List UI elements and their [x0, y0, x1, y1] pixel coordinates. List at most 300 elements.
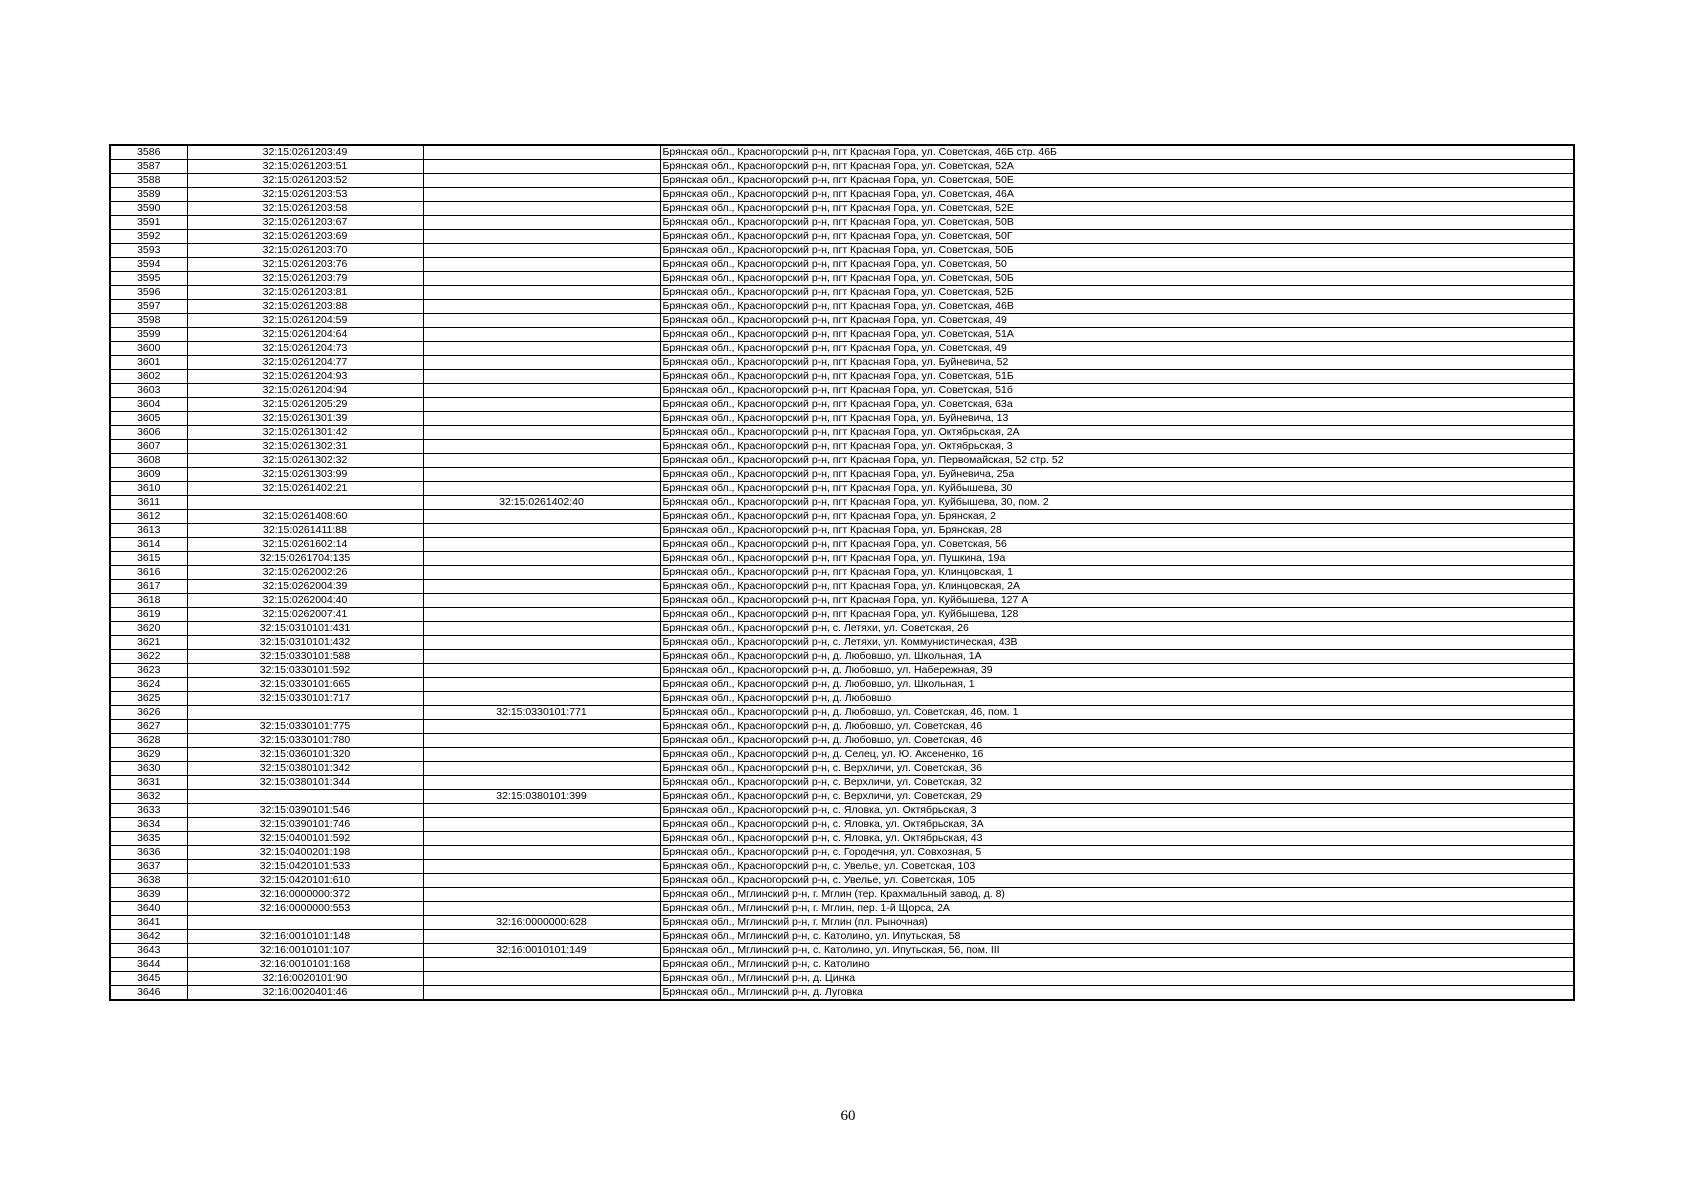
table-row — [110, 776, 1574, 790]
table-row — [110, 608, 1574, 622]
row-number-cell: 3636 — [110, 846, 187, 860]
premises-cadastral-number-cell — [423, 902, 660, 916]
premises-cadastral-number-cell: 32:16:0010101:149 — [423, 944, 660, 958]
table-row — [110, 650, 1574, 664]
cadastral-number-cell: 32:15:0261302:32 — [187, 454, 423, 468]
row-number-cell: 3616 — [110, 566, 187, 580]
table-row — [110, 384, 1574, 398]
table-row — [110, 454, 1574, 468]
address-cell: Брянская обл., Красногорский р-н, пгт Красная Гора, ул. Первомайская, 52 стр. 52 — [660, 454, 1574, 468]
premises-cadastral-number-cell — [423, 328, 660, 342]
row-number-cell: 3612 — [110, 510, 187, 524]
cadastral-number-cell: 32:15:0420101:533 — [187, 860, 423, 874]
premises-cadastral-number-cell — [423, 678, 660, 692]
row-number-cell: 3629 — [110, 748, 187, 762]
address-cell: Брянская обл., Красногорский р-н, с. Увелье, ул. Советская, 103 — [660, 860, 1574, 874]
cadastral-number-cell: 32:15:0262002:26 — [187, 566, 423, 580]
cadastral-number-cell: 32:15:0261704:135 — [187, 552, 423, 566]
row-number-cell: 3593 — [110, 244, 187, 258]
table-row — [110, 706, 1574, 720]
table-row — [110, 468, 1574, 482]
address-cell: Брянская обл., Красногорский р-н, пгт Красная Гора, ул. Октябрьская, 2А — [660, 426, 1574, 440]
table-row — [110, 734, 1574, 748]
address-cell: Брянская обл., Красногорский р-н, пгт Красная Гора, ул. Советская, 49 — [660, 342, 1574, 356]
premises-cadastral-number-cell — [423, 524, 660, 538]
address-cell: Брянская обл., Красногорский р-н, пгт Красная Гора, ул. Советская, 50Б — [660, 272, 1574, 286]
premises-cadastral-number-cell — [423, 608, 660, 622]
cadastral-number-cell: 32:15:0330101:588 — [187, 650, 423, 664]
row-number-cell: 3634 — [110, 818, 187, 832]
premises-cadastral-number-cell — [423, 174, 660, 188]
table-row — [110, 174, 1574, 188]
address-cell: Брянская обл., Красногорский р-н, пгт Красная Гора, ул. Советская, 63а — [660, 398, 1574, 412]
row-number-cell: 3631 — [110, 776, 187, 790]
table-row — [110, 496, 1574, 510]
cadastral-number-cell: 32:15:0261408:60 — [187, 510, 423, 524]
premises-cadastral-number-cell — [423, 594, 660, 608]
table-row — [110, 398, 1574, 412]
cadastral-number-cell: 32:15:0310101:432 — [187, 636, 423, 650]
premises-cadastral-number-cell — [423, 832, 660, 846]
table-row — [110, 370, 1574, 384]
row-number-cell: 3607 — [110, 440, 187, 454]
table-row — [110, 482, 1574, 496]
address-cell: Брянская обл., Красногорский р-н, пгт Красная Гора, ул. Советская, 52Е — [660, 202, 1574, 216]
table-row — [110, 412, 1574, 426]
address-cell: Брянская обл., Красногорский р-н, пгт Красная Гора, ул. Пушкина, 19а — [660, 552, 1574, 566]
premises-cadastral-number-cell — [423, 958, 660, 972]
row-number-cell: 3586 — [110, 145, 187, 160]
table-row — [110, 552, 1574, 566]
address-cell: Брянская обл., Красногорский р-н, пгт Красная Гора, ул. Клинцовская, 2А — [660, 580, 1574, 594]
address-cell: Брянская обл., Красногорский р-н, пгт Красная Гора, ул. Советская, 50 — [660, 258, 1574, 272]
cadastral-number-cell: 32:15:0310101:431 — [187, 622, 423, 636]
table-row — [110, 510, 1574, 524]
table-row — [110, 314, 1574, 328]
address-cell: Брянская обл., Красногорский р-н, пгт Красная Гора, ул. Куйбышева, 30 — [660, 482, 1574, 496]
table-row — [110, 986, 1574, 1001]
premises-cadastral-number-cell — [423, 230, 660, 244]
cadastral-number-cell: 32:16:0010101:148 — [187, 930, 423, 944]
cadastral-number-cell: 32:16:0020101:90 — [187, 972, 423, 986]
cadastral-number-cell: 32:15:0390101:546 — [187, 804, 423, 818]
table-row — [110, 202, 1574, 216]
cadastral-number-cell: 32:15:0420101:610 — [187, 874, 423, 888]
cadastral-number-cell: 32:16:0010101:168 — [187, 958, 423, 972]
cadastral-number-cell — [187, 790, 423, 804]
table-row — [110, 566, 1574, 580]
premises-cadastral-number-cell — [423, 552, 660, 566]
address-cell: Брянская обл., Красногорский р-н, с. Городечня, ул. Совхозная, 5 — [660, 846, 1574, 860]
row-number-cell: 3597 — [110, 300, 187, 314]
row-number-cell: 3635 — [110, 832, 187, 846]
premises-cadastral-number-cell — [423, 286, 660, 300]
cadastral-number-cell: 32:15:0262004:40 — [187, 594, 423, 608]
table-row — [110, 230, 1574, 244]
address-cell: Брянская обл., Красногорский р-н, с. Верхличи, ул. Советская, 29 — [660, 790, 1574, 804]
address-cell: Брянская обл., Красногорский р-н, пгт Красная Гора, ул. Советская, 46В — [660, 300, 1574, 314]
row-number-cell: 3626 — [110, 706, 187, 720]
premises-cadastral-number-cell — [423, 846, 660, 860]
address-cell: Брянская обл., Красногорский р-н, с. Яловка, ул. Октябрьская, 3А — [660, 818, 1574, 832]
premises-cadastral-number-cell — [423, 440, 660, 454]
address-cell: Брянская обл., Красногорский р-н, пгт Красная Гора, ул. Советская, 52А — [660, 160, 1574, 174]
table-row — [110, 762, 1574, 776]
premises-cadastral-number-cell — [423, 636, 660, 650]
table-row — [110, 622, 1574, 636]
row-number-cell: 3603 — [110, 384, 187, 398]
table-row — [110, 594, 1574, 608]
address-cell: Брянская обл., Красногорский р-н, пгт Красная Гора, ул. Куйбышева, 30, пом. 2 — [660, 496, 1574, 510]
row-number-cell: 3623 — [110, 664, 187, 678]
table-row — [110, 902, 1574, 916]
premises-cadastral-number-cell — [423, 258, 660, 272]
address-cell: Брянская обл., Красногорский р-н, пгт Красная Гора, ул. Брянская, 28 — [660, 524, 1574, 538]
premises-cadastral-number-cell — [423, 972, 660, 986]
table-row — [110, 930, 1574, 944]
cadastral-number-cell: 32:15:0261204:73 — [187, 342, 423, 356]
cadastral-number-cell: 32:15:0261205:29 — [187, 398, 423, 412]
table-row — [110, 832, 1574, 846]
table-row — [110, 720, 1574, 734]
row-number-cell: 3594 — [110, 258, 187, 272]
table-row — [110, 818, 1574, 832]
row-number-cell: 3620 — [110, 622, 187, 636]
address-cell: Брянская обл., Красногорский р-н, д. Любовшо, ул. Советская, 46 — [660, 720, 1574, 734]
address-cell: Брянская обл., Красногорский р-н, д. Любовшо, ул. Советская, 46, пом. 1 — [660, 706, 1574, 720]
row-number-cell: 3638 — [110, 874, 187, 888]
address-cell: Брянская обл., Красногорский р-н, с. Летяхи, ул. Советская, 26 — [660, 622, 1574, 636]
cadastral-number-cell: 32:15:0261203:70 — [187, 244, 423, 258]
cadastral-number-cell: 32:15:0330101:717 — [187, 692, 423, 706]
cadastral-number-cell: 32:16:0010101:107 — [187, 944, 423, 958]
table-row — [110, 188, 1574, 202]
premises-cadastral-number-cell — [423, 300, 660, 314]
premises-cadastral-number-cell — [423, 216, 660, 230]
address-cell: Брянская обл., Красногорский р-н, пгт Красная Гора, ул. Брянская, 2 — [660, 510, 1574, 524]
cadastral-number-cell: 32:15:0261204:93 — [187, 370, 423, 384]
cadastral-number-cell: 32:15:0261203:51 — [187, 160, 423, 174]
row-number-cell: 3605 — [110, 412, 187, 426]
address-cell: Брянская обл., Красногорский р-н, пгт Красная Гора, ул. Советская, 51Б — [660, 370, 1574, 384]
address-cell: Брянская обл., Красногорский р-н, с. Верхличи, ул. Советская, 32 — [660, 776, 1574, 790]
premises-cadastral-number-cell — [423, 454, 660, 468]
row-number-cell: 3608 — [110, 454, 187, 468]
premises-cadastral-number-cell — [423, 720, 660, 734]
table-row — [110, 244, 1574, 258]
address-cell: Брянская обл., Мглинский р-н, г. Мглин, пер. 1-й Щорса, 2А — [660, 902, 1574, 916]
row-number-cell: 3643 — [110, 944, 187, 958]
cadastral-number-cell: 32:16:0020401:46 — [187, 986, 423, 1001]
table-row — [110, 426, 1574, 440]
premises-cadastral-number-cell — [423, 650, 660, 664]
cadastral-number-cell: 32:15:0380101:344 — [187, 776, 423, 790]
table-row — [110, 678, 1574, 692]
table-row — [110, 580, 1574, 594]
premises-cadastral-number-cell — [423, 244, 660, 258]
row-number-cell: 3587 — [110, 160, 187, 174]
cadastral-number-cell: 32:15:0261411:88 — [187, 524, 423, 538]
cadastral-number-cell: 32:15:0330101:665 — [187, 678, 423, 692]
row-number-cell: 3599 — [110, 328, 187, 342]
address-cell: Брянская обл., Красногорский р-н, пгт Красная Гора, ул. Октябрьская, 3 — [660, 440, 1574, 454]
cadastral-number-cell: 32:16:0000000:553 — [187, 902, 423, 916]
address-cell: Брянская обл., Красногорский р-н, д. Селец, ул. Ю. Аксененко, 16 — [660, 748, 1574, 762]
table-row — [110, 692, 1574, 706]
address-cell: Брянская обл., Красногорский р-н, пгт Красная Гора, ул. Советская, 51б — [660, 384, 1574, 398]
address-cell: Брянская обл., Красногорский р-н, пгт Красная Гора, ул. Буйневича, 25а — [660, 468, 1574, 482]
cadastral-number-cell: 32:15:0261602:14 — [187, 538, 423, 552]
premises-cadastral-number-cell — [423, 566, 660, 580]
premises-cadastral-number-cell — [423, 412, 660, 426]
row-number-cell: 3642 — [110, 930, 187, 944]
cadastral-number-cell: 32:15:0261301:39 — [187, 412, 423, 426]
table-row — [110, 440, 1574, 454]
premises-cadastral-number-cell — [423, 370, 660, 384]
cadastral-number-cell: 32:15:0261203:81 — [187, 286, 423, 300]
row-number-cell: 3646 — [110, 986, 187, 1001]
cadastral-number-cell: 32:15:0261203:52 — [187, 174, 423, 188]
premises-cadastral-number-cell — [423, 860, 660, 874]
row-number-cell: 3604 — [110, 398, 187, 412]
row-number-cell: 3610 — [110, 482, 187, 496]
cadastral-number-cell: 32:15:0261203:49 — [187, 145, 423, 160]
table-row — [110, 748, 1574, 762]
cadastral-number-cell: 32:15:0261204:77 — [187, 356, 423, 370]
address-cell: Брянская обл., Красногорский р-н, с. Яловка, ул. Октябрьская, 43 — [660, 832, 1574, 846]
premises-cadastral-number-cell — [423, 776, 660, 790]
row-number-cell: 3614 — [110, 538, 187, 552]
address-cell: Брянская обл., Красногорский р-н, пгт Красная Гора, ул. Советская, 50Е — [660, 174, 1574, 188]
address-cell: Брянская обл., Красногорский р-н, пгт Красная Гора, ул. Советская, 51А — [660, 328, 1574, 342]
table-row — [110, 145, 1574, 160]
row-number-cell: 3611 — [110, 496, 187, 510]
premises-cadastral-number-cell — [423, 468, 660, 482]
row-number-cell: 3619 — [110, 608, 187, 622]
address-cell: Брянская обл., Красногорский р-н, пгт Красная Гора, ул. Куйбышева, 127 А — [660, 594, 1574, 608]
address-cell: Брянская обл., Красногорский р-н, пгт Красная Гора, ул. Советская, 50В — [660, 216, 1574, 230]
row-number-cell: 3632 — [110, 790, 187, 804]
cadastral-number-cell: 32:15:0261203:58 — [187, 202, 423, 216]
row-number-cell: 3615 — [110, 552, 187, 566]
cadastral-number-cell: 32:15:0390101:746 — [187, 818, 423, 832]
row-number-cell: 3641 — [110, 916, 187, 930]
address-cell: Брянская обл., Красногорский р-н, пгт Красная Гора, ул. Советская, 56 — [660, 538, 1574, 552]
address-cell: Брянская обл., Красногорский р-н, д. Любовшо, ул. Школьная, 1 — [660, 678, 1574, 692]
premises-cadastral-number-cell — [423, 818, 660, 832]
premises-cadastral-number-cell — [423, 426, 660, 440]
row-number-cell: 3618 — [110, 594, 187, 608]
address-cell: Брянская обл., Красногорский р-н, д. Любовшо — [660, 692, 1574, 706]
premises-cadastral-number-cell: 32:15:0380101:399 — [423, 790, 660, 804]
table-row — [110, 160, 1574, 174]
cadastral-number-cell: 32:15:0261203:76 — [187, 258, 423, 272]
address-cell: Брянская обл., Красногорский р-н, пгт Красная Гора, ул. Куйбышева, 128 — [660, 608, 1574, 622]
cadastral-number-cell: 32:15:0261301:42 — [187, 426, 423, 440]
address-cell: Брянская обл., Красногорский р-н, с. Яловка, ул. Октябрьская, 3 — [660, 804, 1574, 818]
address-cell: Брянская обл., Мглинский р-н, д. Луговка — [660, 986, 1574, 1001]
cadastral-number-cell: 32:15:0261204:64 — [187, 328, 423, 342]
table-row — [110, 342, 1574, 356]
table-row — [110, 916, 1574, 930]
table-row — [110, 286, 1574, 300]
premises-cadastral-number-cell — [423, 664, 660, 678]
address-cell: Брянская обл., Красногорский р-н, д. Любовшо, ул. Советская, 46 — [660, 734, 1574, 748]
table-row — [110, 216, 1574, 230]
row-number-cell: 3589 — [110, 188, 187, 202]
cadastral-number-cell: 32:15:0261203:69 — [187, 230, 423, 244]
table-row — [110, 300, 1574, 314]
cadastral-number-cell: 32:15:0261204:59 — [187, 314, 423, 328]
table-row — [110, 524, 1574, 538]
row-number-cell: 3609 — [110, 468, 187, 482]
row-number-cell: 3613 — [110, 524, 187, 538]
table-row — [110, 272, 1574, 286]
cadastral-number-cell: 32:15:0330101:592 — [187, 664, 423, 678]
cadastral-number-cell: 32:15:0400201:198 — [187, 846, 423, 860]
row-number-cell: 3630 — [110, 762, 187, 776]
premises-cadastral-number-cell — [423, 188, 660, 202]
premises-cadastral-number-cell — [423, 356, 660, 370]
table-row — [110, 958, 1574, 972]
premises-cadastral-number-cell — [423, 145, 660, 160]
cadastral-number-cell — [187, 496, 423, 510]
premises-cadastral-number-cell — [423, 692, 660, 706]
row-number-cell: 3628 — [110, 734, 187, 748]
address-cell: Брянская обл., Мглинский р-н, г. Мглин (пл. Рыночная) — [660, 916, 1574, 930]
address-cell: Брянская обл., Красногорский р-н, пгт Красная Гора, ул. Советская, 46А — [660, 188, 1574, 202]
table-row — [110, 888, 1574, 902]
address-cell: Брянская обл., Красногорский р-н, пгт Красная Гора, ул. Советская, 46Б стр. 46Б — [660, 145, 1574, 160]
row-number-cell: 3625 — [110, 692, 187, 706]
cadastral-number-cell: 32:15:0400101:592 — [187, 832, 423, 846]
cadastral-number-cell: 32:16:0000000:372 — [187, 888, 423, 902]
premises-cadastral-number-cell — [423, 986, 660, 1001]
premises-cadastral-number-cell: 32:15:0330101:771 — [423, 706, 660, 720]
premises-cadastral-number-cell — [423, 314, 660, 328]
table-row — [110, 944, 1574, 958]
cadastral-number-cell: 32:15:0330101:775 — [187, 720, 423, 734]
cadastral-number-cell: 32:15:0261203:53 — [187, 188, 423, 202]
table-row — [110, 972, 1574, 986]
table-row — [110, 874, 1574, 888]
table-row — [110, 804, 1574, 818]
row-number-cell: 3596 — [110, 286, 187, 300]
address-cell: Брянская обл., Красногорский р-н, пгт Красная Гора, ул. Советская, 50Б — [660, 244, 1574, 258]
premises-cadastral-number-cell — [423, 202, 660, 216]
premises-cadastral-number-cell — [423, 384, 660, 398]
premises-cadastral-number-cell — [423, 160, 660, 174]
cadastral-number-cell — [187, 706, 423, 720]
table-row — [110, 860, 1574, 874]
premises-cadastral-number-cell — [423, 398, 660, 412]
address-cell: Брянская обл., Красногорский р-н, с. Увелье, ул. Советская, 105 — [660, 874, 1574, 888]
premises-cadastral-number-cell — [423, 482, 660, 496]
row-number-cell: 3624 — [110, 678, 187, 692]
cadastral-number-cell: 32:15:0262004:39 — [187, 580, 423, 594]
premises-cadastral-number-cell: 32:16:0000000:628 — [423, 916, 660, 930]
table-row — [110, 664, 1574, 678]
table-row — [110, 846, 1574, 860]
premises-cadastral-number-cell — [423, 510, 660, 524]
address-cell: Брянская обл., Красногорский р-н, пгт Красная Гора, ул. Советская, 52Б — [660, 286, 1574, 300]
premises-cadastral-number-cell — [423, 622, 660, 636]
premises-cadastral-number-cell — [423, 762, 660, 776]
cadastral-number-cell: 32:15:0261302:31 — [187, 440, 423, 454]
table-row — [110, 538, 1574, 552]
table-row — [110, 356, 1574, 370]
address-cell: Брянская обл., Красногорский р-н, д. Любовшо, ул. Школьная, 1А — [660, 650, 1574, 664]
address-cell: Брянская обл., Красногорский р-н, с. Верхличи, ул. Советская, 36 — [660, 762, 1574, 776]
address-cell: Брянская обл., Красногорский р-н, пгт Красная Гора, ул. Советская, 49 — [660, 314, 1574, 328]
address-cell: Брянская обл., Красногорский р-н, д. Любовшо, ул. Набережная, 39 — [660, 664, 1574, 678]
address-cell: Брянская обл., Красногорский р-н, пгт Красная Гора, ул. Советская, 50Г — [660, 230, 1574, 244]
address-cell: Брянская обл., Мглинский р-н, с. Католино — [660, 958, 1574, 972]
table-row — [110, 328, 1574, 342]
row-number-cell: 3622 — [110, 650, 187, 664]
row-number-cell: 3617 — [110, 580, 187, 594]
premises-cadastral-number-cell — [423, 538, 660, 552]
address-cell: Брянская обл., Мглинский р-н, с. Католино, ул. Ипутьская, 58 — [660, 930, 1574, 944]
row-number-cell: 3637 — [110, 860, 187, 874]
cadastral-number-cell: 32:15:0330101:780 — [187, 734, 423, 748]
address-cell: Брянская обл., Красногорский р-н, с. Летяхи, ул. Коммунистическая, 43В — [660, 636, 1574, 650]
row-number-cell: 3633 — [110, 804, 187, 818]
cadastral-number-cell: 32:15:0261203:79 — [187, 272, 423, 286]
table-row — [110, 636, 1574, 650]
premises-cadastral-number-cell — [423, 580, 660, 594]
table-row — [110, 258, 1574, 272]
address-cell: Брянская обл., Мглинский р-н, д. Цинка — [660, 972, 1574, 986]
row-number-cell: 3606 — [110, 426, 187, 440]
cadastral-number-cell: 32:15:0261402:21 — [187, 482, 423, 496]
cadastral-number-cell — [187, 916, 423, 930]
row-number-cell: 3645 — [110, 972, 187, 986]
row-number-cell: 3627 — [110, 720, 187, 734]
row-number-cell: 3601 — [110, 356, 187, 370]
cadastral-number-cell: 32:15:0380101:342 — [187, 762, 423, 776]
cadastral-number-cell: 32:15:0261303:99 — [187, 468, 423, 482]
cadastral-number-cell: 32:15:0261203:67 — [187, 216, 423, 230]
address-cell: Брянская обл., Красногорский р-н, пгт Красная Гора, ул. Клинцовская, 1 — [660, 566, 1574, 580]
premises-cadastral-number-cell — [423, 874, 660, 888]
address-cell: Брянская обл., Мглинский р-н, с. Католино, ул. Ипутьская, 56, пом. III — [660, 944, 1574, 958]
address-cell: Брянская обл., Красногорский р-н, пгт Красная Гора, ул. Буйневича, 13 — [660, 412, 1574, 426]
page-number: 60 — [840, 1108, 856, 1124]
cadastral-number-cell: 32:15:0360101:320 — [187, 748, 423, 762]
row-number-cell: 3591 — [110, 216, 187, 230]
table-row — [110, 790, 1574, 804]
premises-cadastral-number-cell — [423, 734, 660, 748]
row-number-cell: 3590 — [110, 202, 187, 216]
property-table — [109, 144, 1575, 1001]
row-number-cell: 3639 — [110, 888, 187, 902]
cadastral-number-cell: 32:15:0261203:88 — [187, 300, 423, 314]
row-number-cell: 3644 — [110, 958, 187, 972]
premises-cadastral-number-cell — [423, 930, 660, 944]
premises-cadastral-number-cell — [423, 342, 660, 356]
row-number-cell: 3640 — [110, 902, 187, 916]
address-cell: Брянская обл., Красногорский р-н, пгт Красная Гора, ул. Буйневича, 52 — [660, 356, 1574, 370]
row-number-cell: 3595 — [110, 272, 187, 286]
cadastral-number-cell: 32:15:0262007:41 — [187, 608, 423, 622]
address-cell: Брянская обл., Мглинский р-н, г. Мглин (тер. Крахмальный завод, д. 8) — [660, 888, 1574, 902]
premises-cadastral-number-cell — [423, 272, 660, 286]
row-number-cell: 3621 — [110, 636, 187, 650]
row-number-cell: 3588 — [110, 174, 187, 188]
premises-cadastral-number-cell — [423, 888, 660, 902]
premises-cadastral-number-cell: 32:15:0261402:40 — [423, 496, 660, 510]
